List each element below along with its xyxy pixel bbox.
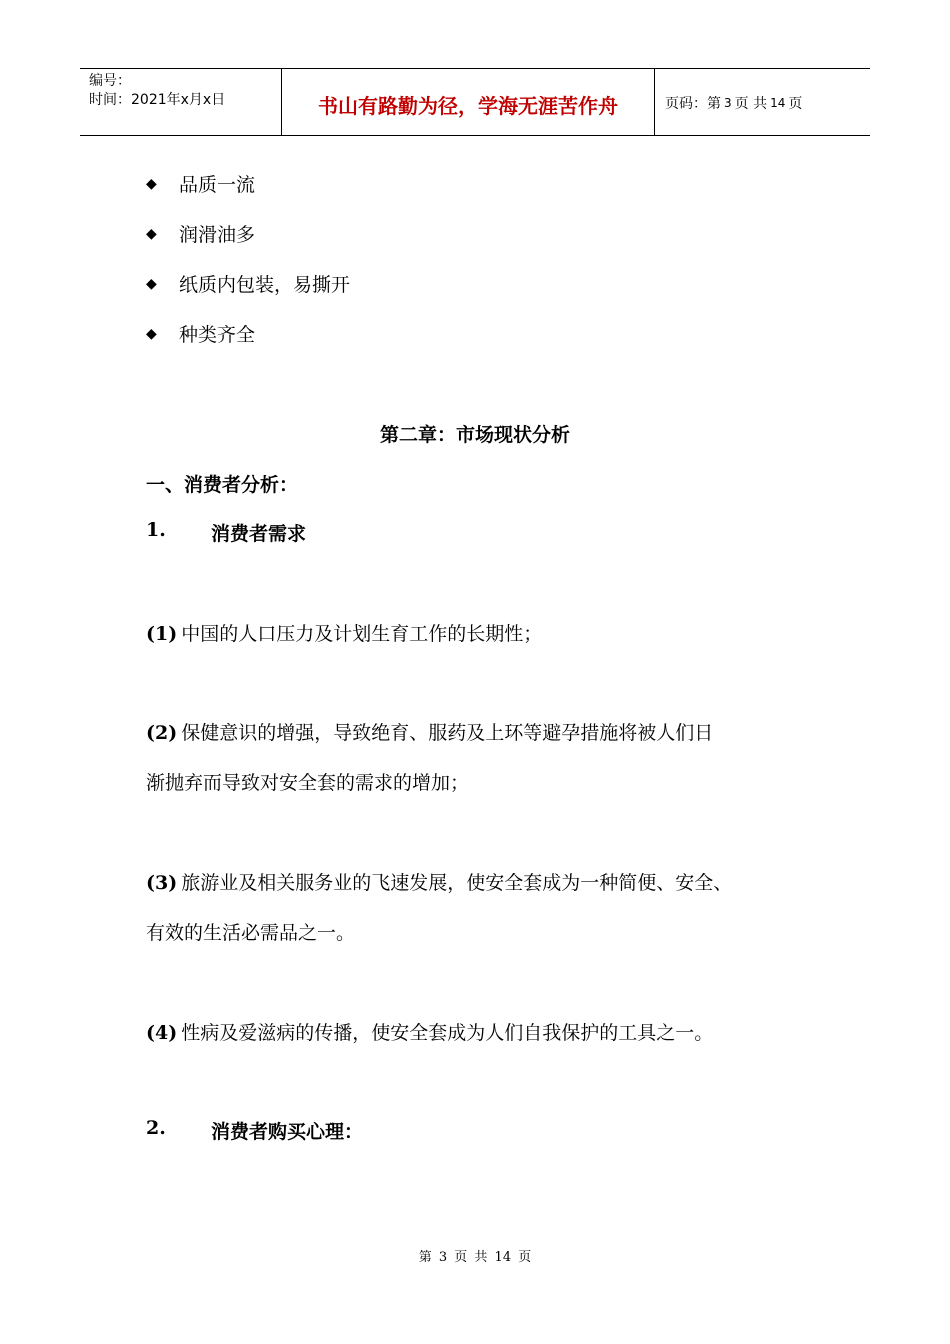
- point-paragraph: [146, 718, 713, 745]
- bullet-text: 纸质内包装，易撕开: [179, 274, 351, 296]
- point-line: 性病及爱滋病的传播，使安全套成为人们自我保护的工具之一。: [181, 1022, 714, 1044]
- page-header: [80, 68, 870, 136]
- header-page-info: [655, 69, 870, 135]
- point-paragraph: [146, 619, 542, 646]
- diamond-bullet-icon: ◆: [146, 175, 157, 192]
- point-number: (3): [146, 872, 178, 894]
- bullet-text: 润滑油多: [179, 224, 256, 246]
- section-title: 一、消费者分析：: [146, 474, 299, 496]
- point-line-continued: 有效的生活必需品之一。: [146, 922, 356, 944]
- page-current: 3: [724, 96, 732, 110]
- chapter-title: 第二章：市场现状分析: [379, 424, 570, 446]
- point-paragraph: [146, 1018, 713, 1045]
- point-number: (2): [146, 722, 178, 744]
- point-number: (4): [146, 1022, 178, 1044]
- subsection-title: 消费者需求: [211, 523, 307, 545]
- bullet-item: [146, 220, 255, 247]
- page-prefix: 页码：第: [665, 96, 721, 112]
- subsection-number: 1.: [146, 519, 166, 541]
- point-paragraph: [146, 868, 732, 895]
- point-line: 旅游业及相关服务业的飞速发展，使安全套成为一种简便、安全、: [181, 872, 733, 894]
- diamond-bullet-icon: ◆: [146, 225, 157, 242]
- subsection-heading: [146, 519, 306, 546]
- point-line-continued: 渐抛弃而导致对安全套的需求的增加；: [146, 772, 470, 794]
- subsection-title: 消费者购买心理：: [211, 1121, 364, 1143]
- page-mid: 页 共: [734, 96, 768, 112]
- document-number-label: 编号：: [89, 73, 131, 89]
- point-line: 中国的人口压力及计划生育工作的长期性；: [181, 623, 543, 645]
- bullet-text: 种类齐全: [179, 324, 256, 346]
- page-footer: 第 3 页 共 14 页: [418, 1250, 532, 1265]
- point-line: 保健意识的增强，导致绝育、服药及上环等避孕措施将被人们日: [181, 722, 714, 744]
- header-meta: [80, 69, 282, 135]
- page-total: 14: [770, 96, 786, 110]
- subsection-heading: [146, 1117, 363, 1144]
- bullet-item: [146, 170, 255, 197]
- diamond-bullet-icon: ◆: [146, 325, 157, 342]
- bullet-item: [146, 320, 255, 347]
- point-number: (1): [146, 623, 178, 645]
- bullet-item: [146, 270, 350, 297]
- diamond-bullet-icon: ◆: [146, 275, 157, 292]
- document-date-label: 时间：2021年x月x日: [89, 92, 226, 108]
- page-suffix: 页: [788, 96, 803, 112]
- header-motto: 书山有路勤为径，学海无涯苦作舟: [282, 69, 655, 135]
- subsection-number: 2.: [146, 1117, 166, 1139]
- bullet-text: 品质一流: [179, 174, 256, 196]
